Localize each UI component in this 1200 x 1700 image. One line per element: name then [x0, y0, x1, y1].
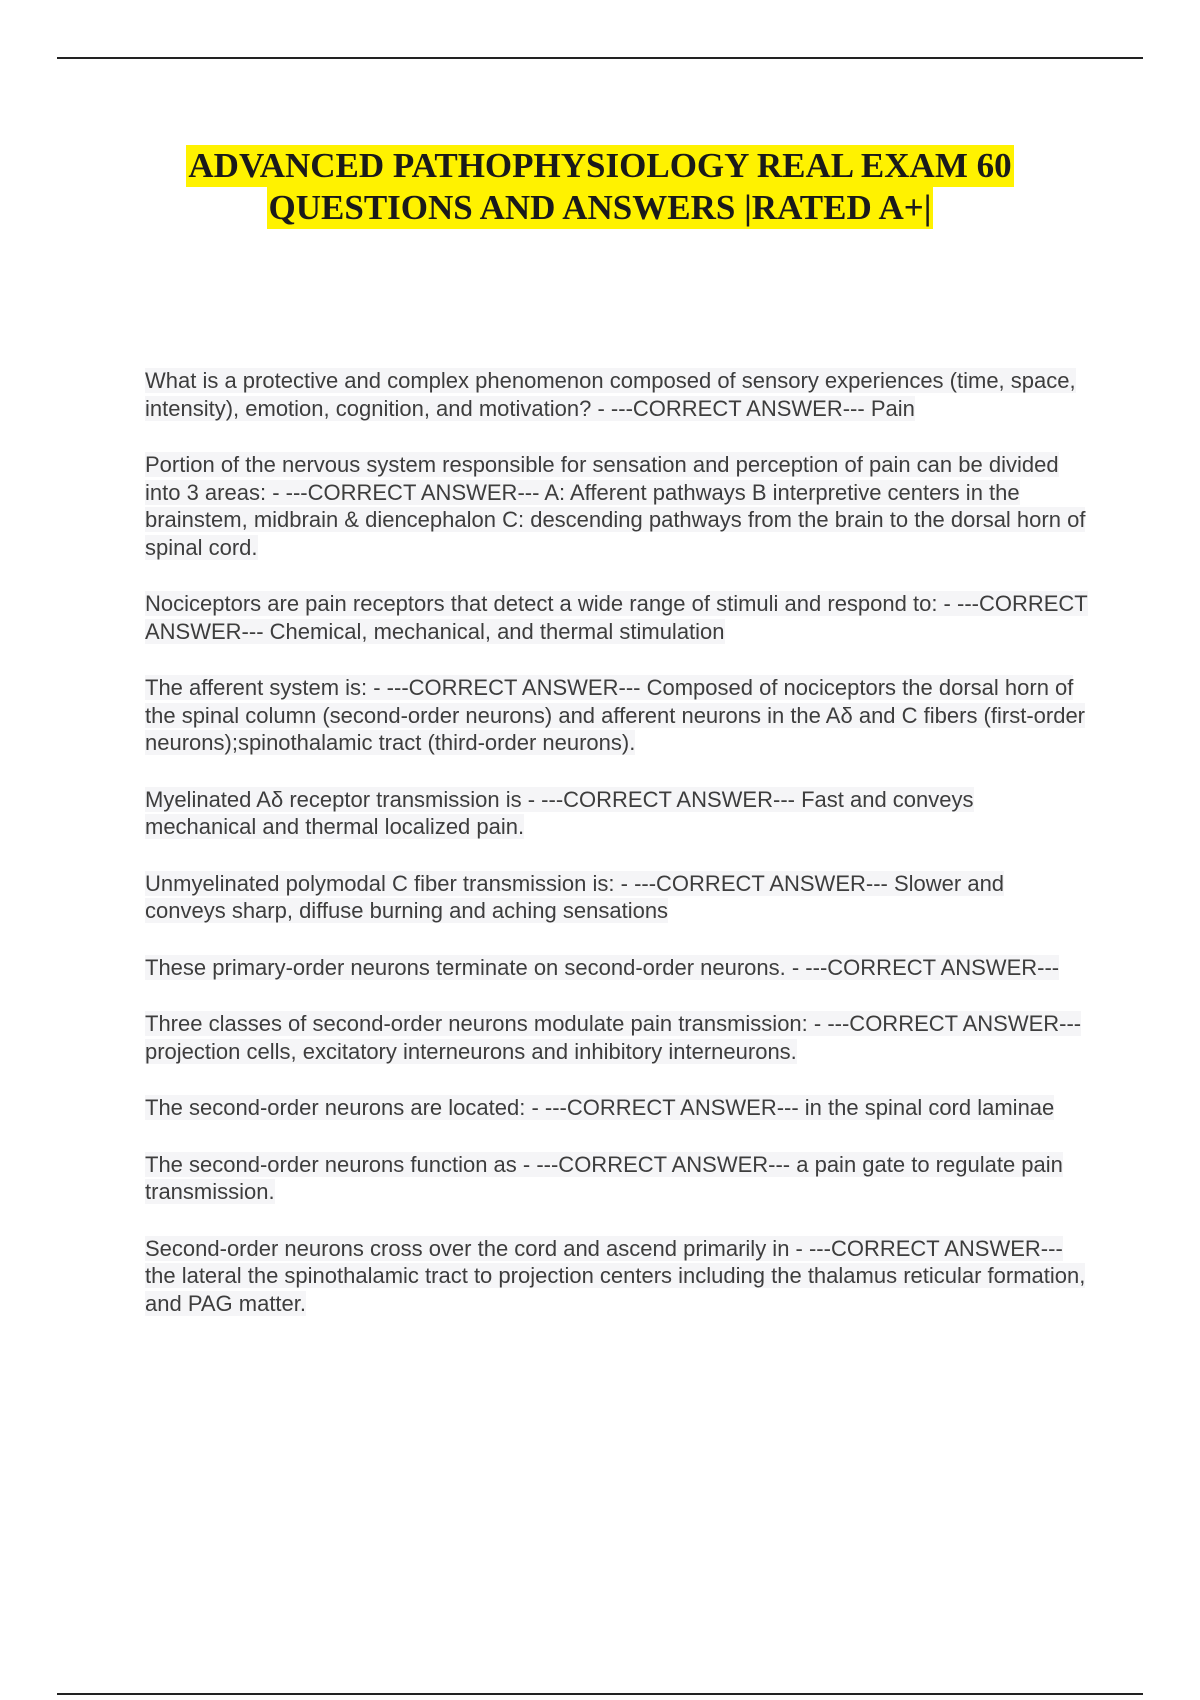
- document-title: [0, 145, 1200, 229]
- qa-item: Three classes of second-order neurons modulate pain transmission: - ---CORRECT ANSWER--- projection cells, excitatory interneurons and inhibitory interneurons.: [145, 1011, 1082, 1064]
- qa-item: These primary-order neurons terminate on second-order neurons. - ---CORRECT ANSWER---: [145, 954, 1060, 980]
- top-rule: [57, 57, 1143, 59]
- qa-item: Myelinated Aδ receptor transmission is - ---CORRECT ANSWER--- Fast and conveys mechanical and thermal localized pain.: [145, 786, 974, 839]
- qa-item: The second-order neurons function as - ---CORRECT ANSWER--- a pain gate to regulate pain transmission.: [145, 1151, 1063, 1204]
- title-line-2: QUESTIONS AND ANSWERS |RATED A+|: [268, 188, 932, 227]
- qa-list: [145, 367, 1090, 1346]
- bottom-rule: [57, 1693, 1143, 1695]
- qa-item: What is a protective and complex phenomenon composed of sensory experiences (time, space, intensity), emotion, cognition, and motivation? - ---CORRECT ANSWER--- Pain: [145, 368, 1076, 421]
- qa-item: The afferent system is: - ---CORRECT ANSWER--- Composed of nociceptors the dorsal horn of the spinal column (second-order neurons) and afferent neurons in the Aδ and C fibers (first-order neurons);spinothalamic tract (third-order neurons).: [145, 675, 1086, 755]
- qa-item: Portion of the nervous system responsible for sensation and perception of pain can be divided into 3 areas: - ---CORRECT ANSWER--- A: Afferent pathways B interpretive centers in the brainstem, midbrain & diencephalon C: descending pathways from the brain to the dorsal horn of spinal cord.: [145, 452, 1086, 560]
- qa-item: Nociceptors are pain receptors that detect a wide range of stimuli and respond to: - ---CORRECT ANSWER--- Chemical, mechanical, and thermal stimulation: [145, 591, 1088, 644]
- title-line-1: ADVANCED PATHOPHYSIOLOGY REAL EXAM 60: [188, 146, 1012, 185]
- qa-item: The second-order neurons are located: - ---CORRECT ANSWER--- in the spinal cord laminae: [145, 1095, 1055, 1120]
- qa-item: Unmyelinated polymodal C fiber transmission is: - ---CORRECT ANSWER--- Slower and conveys sharp, diffuse burning and aching sensations: [145, 870, 1005, 923]
- qa-item: Second-order neurons cross over the cord and ascend primarily in - ---CORRECT ANSWER--- the lateral the spinothalamic tract to projection centers including the thalamus reticular formation, and PAG matter.: [145, 1235, 1086, 1316]
